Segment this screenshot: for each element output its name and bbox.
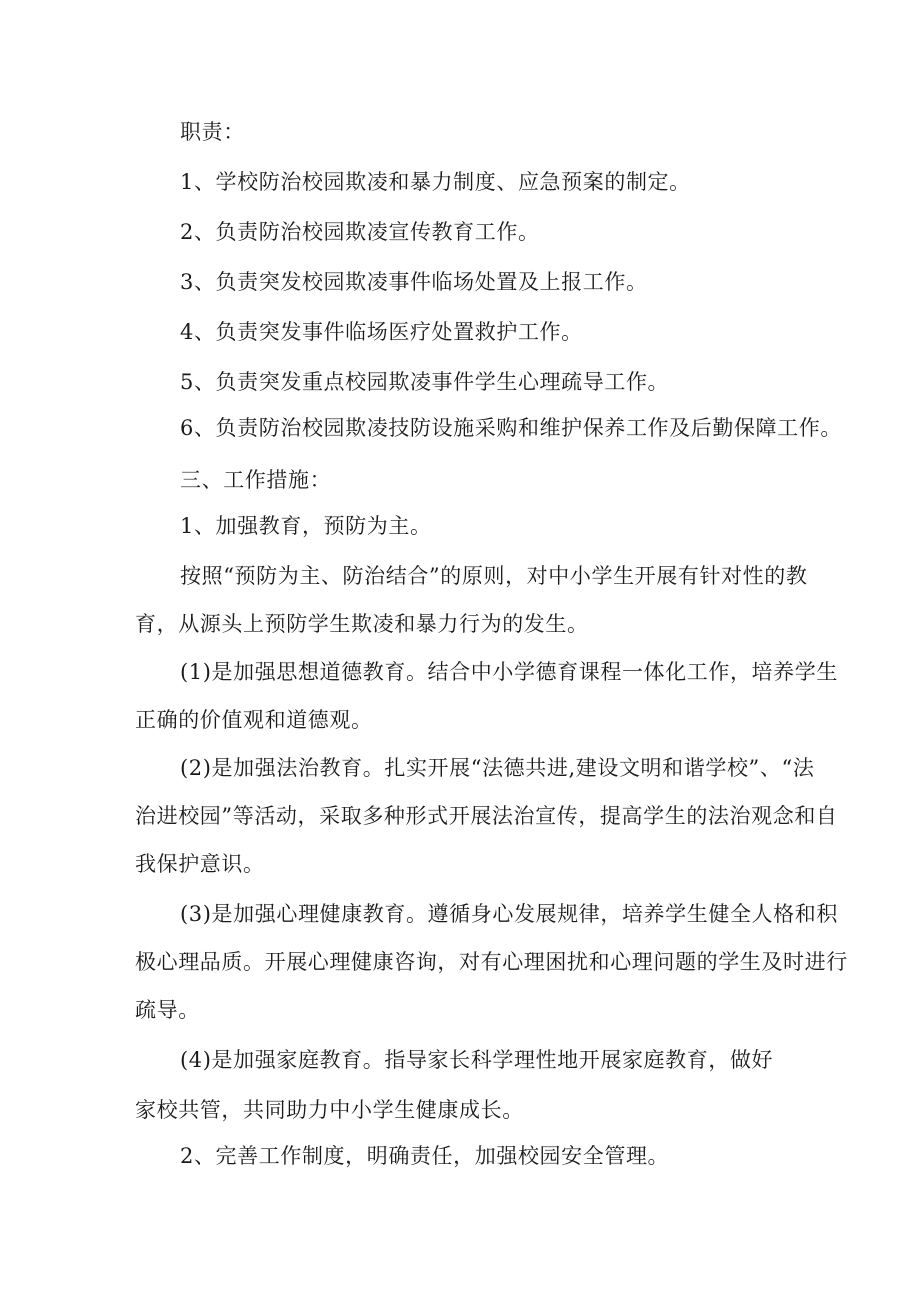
section-heading-duties: 职责：: [180, 120, 245, 144]
duty-item-3: 3、负责突发校园欺凌事件临场处置及上报工作。: [180, 270, 648, 294]
measure-heading-2: 2、完善工作制度，明确责任，加强校园安全管理。: [180, 1144, 670, 1168]
duty-item-5: 5、负责突发重点校园欺凌事件学生心理疏导工作。: [180, 370, 670, 394]
paragraph-line: 育，从源头上预防学生欺凌和暴力行为的发生。: [135, 612, 589, 636]
paragraph-line: (2)是加强法治教育。扎实开展“法德共进,建设文明和谐学校”、“法: [180, 756, 815, 780]
paragraph-line: 极心理品质。开展心理健康咨询，对有心理困扰和心理问题的学生及时进行: [135, 950, 848, 974]
duty-item-6: 6、负责防治校园欺凌技防设施采购和维护保养工作及后勤保障工作。: [180, 416, 842, 440]
measure-heading-1: 1、加强教育，预防为主。: [180, 514, 432, 538]
paragraph-line: (4)是加强家庭教育。指导家长科学理性地开展家庭教育，做好: [180, 1048, 774, 1072]
paragraph-line: (3)是加强心理健康教育。遵循身心发展规律，培养学生健全人格和积: [180, 902, 838, 926]
duty-item-2: 2、负责防治校园欺凌宣传教育工作。: [180, 220, 540, 244]
paragraph-line: 疏导。: [135, 998, 200, 1022]
duty-item-1: 1、学校防治校园欺凌和暴力制度、应急预案的制定。: [180, 170, 691, 194]
paragraph-line: 家校共管，共同助力中小学生健康成长。: [135, 1098, 524, 1122]
duty-item-4: 4、负责突发事件临场医疗处置救护工作。: [180, 320, 583, 344]
paragraph-line: 我保护意识。: [135, 852, 265, 876]
paragraph-line: 正确的价值观和道德观。: [135, 708, 373, 732]
paragraph-line: 按照“预防为主、防治结合”的原则，对中小学生开展有针对性的教: [180, 564, 808, 588]
paragraph-line: 治进校园”等活动，采取多种形式开展法治宣传，提高学生的法治观念和自: [135, 804, 838, 828]
section-heading-measures: 三、工作措施：: [180, 468, 332, 492]
paragraph-line: (1)是加强思想道德教育。结合中小学德育课程一体化工作，培养学生: [180, 660, 838, 684]
